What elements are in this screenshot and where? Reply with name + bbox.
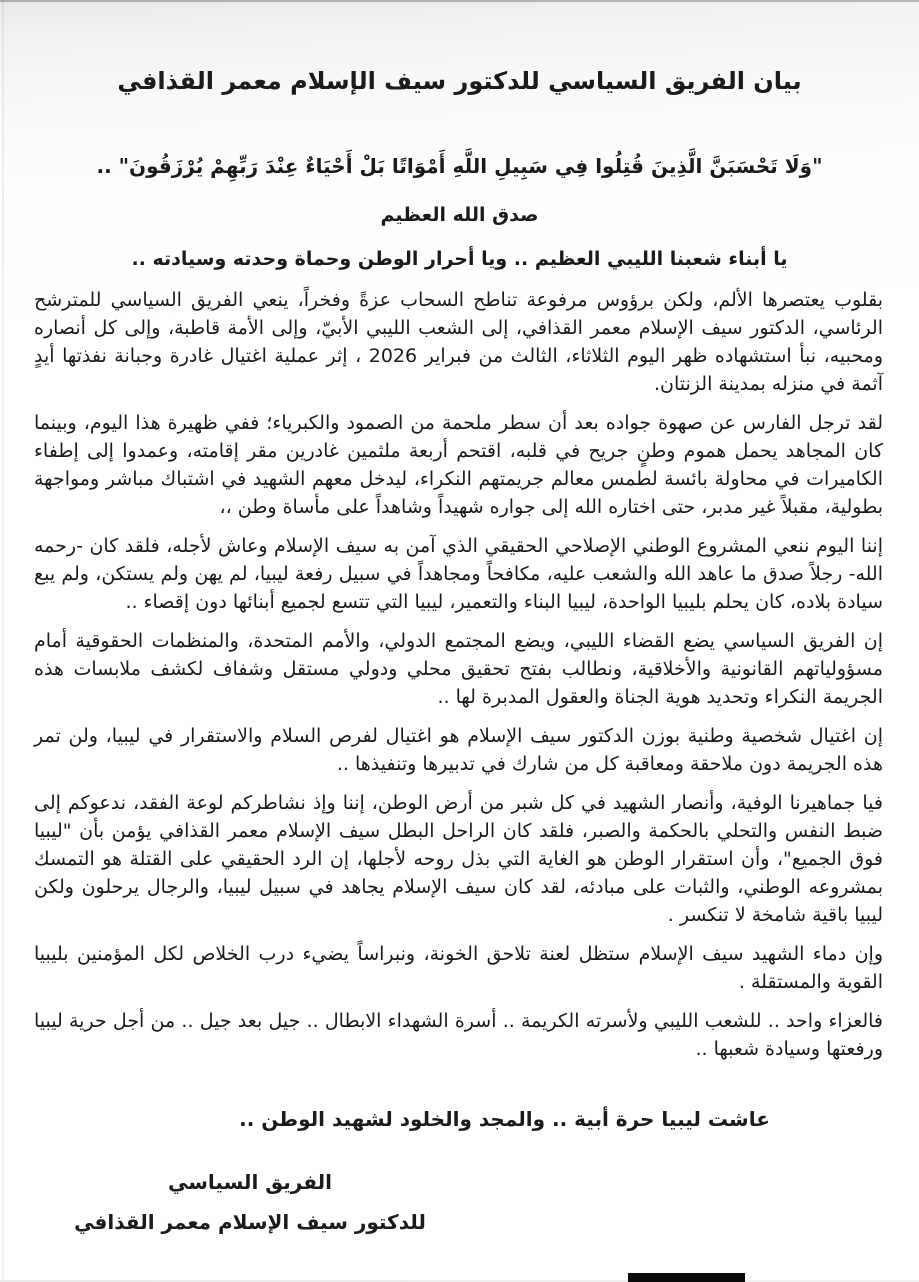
signature-team-name: الفريق السياسي: [168, 1170, 332, 1194]
salutation-line: يا أبناء شعبنا الليبي العظيم .. ويا أحرار الوطن وحماة وحدته وسيادته ..: [131, 248, 788, 270]
signature-doctor-name: للدكتور سيف الإسلام معمر القذافي: [74, 1210, 426, 1234]
document-title: بيان الفريق السياسي للدكتور سيف الإسلام معمر القذافي: [117, 67, 802, 95]
signature-block: [0, 1167, 500, 1237]
body-paragraph: لقد ترجل الفارس عن صهوة جواده بعد أن سطر ملحمة من الصمود والكبرياء؛ ففي ظهيرة هذا اليوم، وبينما كان المجاهد يحمل هموم وطنٍ جريح في قلبه، اقتحم أربعة ملثمين غادرين مقر إقامته، وعمدوا إلى إطفاء الكاميرات في محاولة بائسة لطمس معالم جريمتهم النكراء، ليدخل معهم الشهيد في اشتباك مباشر ومواجهة بطولية، مقبلاً غير مدبر، حتى اختاره الله إلى جواره شهيداً وشاهداً على مأساة وطن ،،: [34, 412, 883, 518]
body-paragraph: إن اغتيال شخصية وطنية بوزن الدكتور سيف الإسلام هو اغتيال لفرص السلام والاستقرار في ليبيا، ولن تمر هذه الجريمة دون ملاحقة ومعاقبة كل من شارك في تدبيرها وتنفيذها ..: [34, 725, 883, 775]
body-paragraph: إننا اليوم ننعي المشروع الوطني الإصلاحي الحقيقي الذي آمن به سيف الإسلام وعاش لأجله، فلقد كان -رحمه الله- رجلاً صدق ما عاهد الله والشعب عليه، مكافحاً ومجاهداً في سبيل رفعة ليبيا، لم يهن ولم يستكن، ولم يبع سيادة بلاده، كان يحلم بليبيا الواحدة، ليبيا البناء والتعمير، ليبيا التي تتسع لجميع أبنائها دون إقصاء ..: [34, 535, 883, 613]
body-paragraph: وإن دماء الشهيد سيف الإسلام ستظل لعنة تلاحق الخونة، ونبراساً يضيء درب الخلاص لكل المؤمنين بليبيا القوية والمستقلة .: [34, 943, 883, 993]
verse-attribution: صدق الله العظيم: [380, 204, 539, 226]
redaction-bar: [628, 1273, 745, 1282]
quran-verse: "وَلَا تَحْسَبَنَّ الَّذِينَ قُتِلُوا فِي سَبِيلِ اللَّهِ أَمْوَاتًا بَلْ أَحْيَاءٌ عِنْدَ رَبِّهِمْ يُرْزَقُونَ" ..: [96, 154, 823, 178]
body-paragraph: فيا جماهيرنا الوفية، وأنصار الشهيد في كل شبر من أرض الوطن، إننا وإذ نشاطركم لوعة الفقد، ندعوكم إلى ضبط النفس والتحلي بالحكمة والصبر، فلقد كان الراحل البطل سيف الإسلام معمر القذافي يؤمن بأن "ليبيا فوق الجميع"، وأن استقرار الوطن هو الغاية التي بذل روحه لأجلها، إن الرد الحقيقي على القتلة هو التمسك بمشروعه الوطني، والثبات على مبادئه، لقد كان سيف الإسلام يجاهد في سبيل ليبيا، والرجال يرحلون ولكن ليبيا باقية شامخة لا تنكسر .: [34, 792, 883, 926]
body-paragraph: بقلوب يعتصرها الألم، ولكن برؤوس مرفوعة تناطح السحاب عزةً وفخراً، ينعي الفريق السياسي للمترشح الرئاسي، الدكتور سيف الإسلام معمر القذافي، إلى الشعب الليبي الأبيّ، وإلى الأمة قاطبة، وإلى كل أنصاره ومحبيه، نبأ استشهاده ظهر اليوم الثلاثاء، الثالث من فبراير 2026 ، إثر عملية اغتيال غادرة وجبانة نفذتها أيدٍ آثمة في منزله بمدينة الزنتان.: [34, 289, 883, 395]
closing-slogan: عاشت ليبيا حرة أبية .. والمجد والخلود لشهيد الوطن ..: [239, 1107, 770, 1131]
body-paragraph: إن الفريق السياسي يضع القضاء الليبي، ويضع المجتمع الدولي، والأمم المتحدة، والمنظمات الحقوقية أمام مسؤولياتهم القانونية والأخلاقية، ونطالب بفتح تحقيق محلي ودولي مستقل وشفاف لكشف ملابسات هذه الجريمة النكراء وتحديد هوية الجناة والعقول المدبرة لها ..: [34, 630, 883, 708]
statement-body: [34, 286, 883, 1063]
body-paragraph: فالعزاء واحد .. للشعب الليبي ولأسرته الكريمة .. أسرة الشهداء الابطال .. جيل بعد جيل .. من أجل حرية ليبيا ورفعتها وسيادة شعبها ..: [34, 1010, 883, 1060]
